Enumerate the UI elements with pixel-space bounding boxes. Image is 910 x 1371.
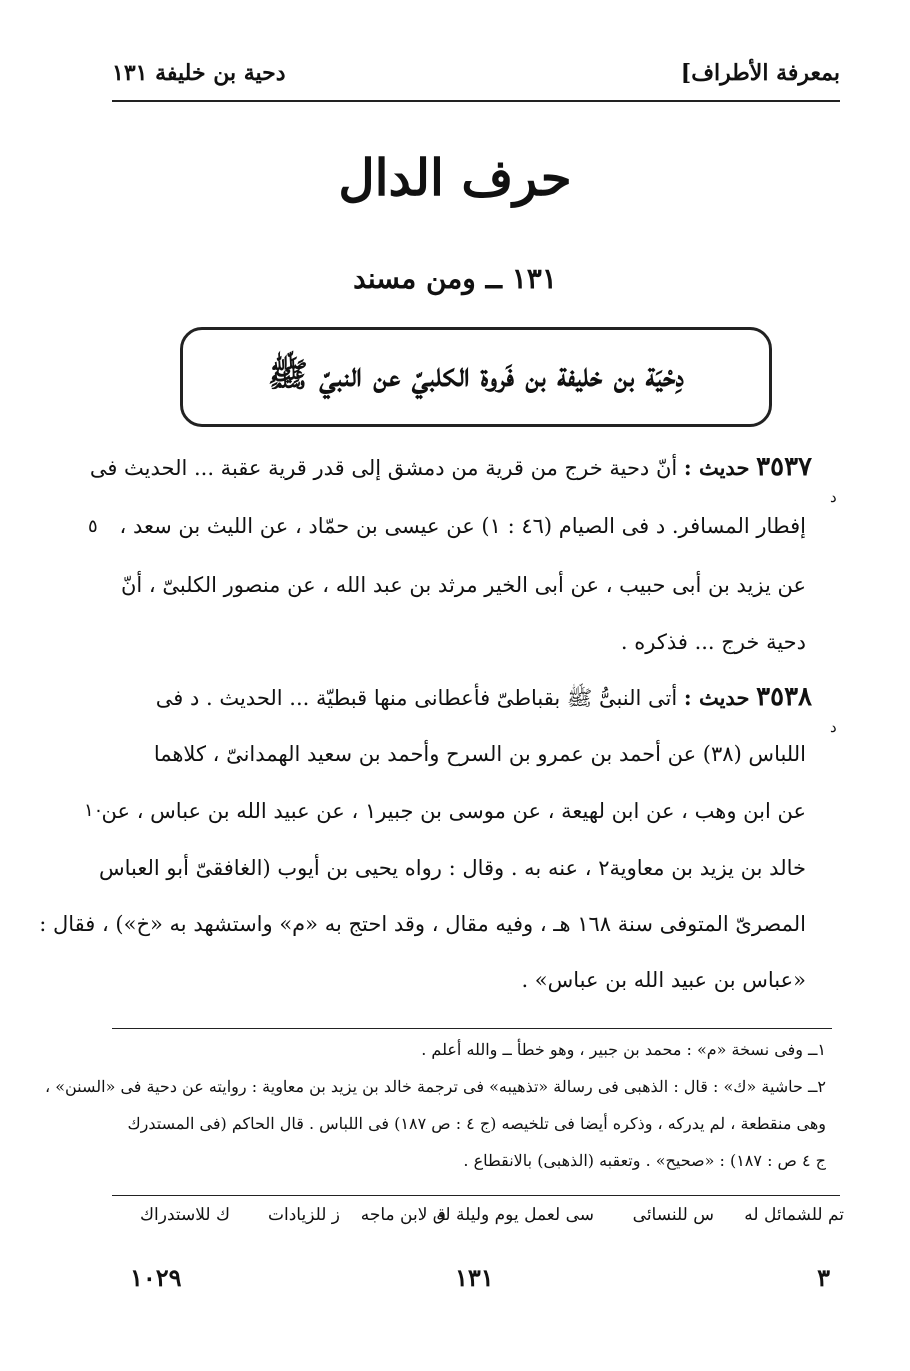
running-head-left: دحية بن خليفة ١٣١ bbox=[112, 60, 286, 86]
footnote-2-end: ج ٤ ص : ١٨٧) : «صحيح» . وتعقبه (الذهبى) بالانقطاع . bbox=[463, 1151, 826, 1170]
footer-center-number: ١٣١ bbox=[455, 1263, 494, 1292]
side-mark: د bbox=[830, 488, 837, 506]
hadith-text: أنّ دحية خرج من قرية من دمشق إلى قدر قرية عقبة ... الحديث فى bbox=[89, 456, 678, 480]
chapter-title: حرف الدال bbox=[338, 148, 572, 207]
running-head bbox=[112, 60, 840, 100]
hadith-text: أتى النبىُّ ﷺ بقباطىّ فأعطانى منها قبطيّة ... الحديث . د فى bbox=[155, 686, 678, 710]
header-rule bbox=[112, 100, 840, 102]
hadith-3538-line-6: «عباس بن عبيد الله بن عباس» . bbox=[521, 968, 806, 992]
hadith-3538-line-2: اللباس (٣٨) عن أحمد بن عمرو بن السرح وأحمد بن سعيد الهمدانىّ ، كلاهما bbox=[153, 742, 806, 766]
sigla-item: ز للزيادات bbox=[267, 1205, 340, 1225]
footer-page-number: ١٠٢٩ bbox=[130, 1263, 182, 1292]
sigla-item: س للنسائى bbox=[632, 1205, 714, 1225]
footnote-2: ٢ــ حاشية «ك» : قال : الذهبى فى رسالة «تذهيبه» فى ترجمة خالد بن يزيد بن معاوية : روايته عن دحية فى «السنن» ، bbox=[44, 1077, 826, 1096]
footnote-rule bbox=[112, 1028, 832, 1029]
hadith-3538-line-3: عن ابن وهب ، عن ابن لهيعة ، عن موسى بن جبير١ ، عن عبيد الله بن عباس ، عن bbox=[101, 799, 806, 823]
hadith-number: ٣٥٣٨ bbox=[756, 682, 812, 712]
hadith-3538-line-5: المصرىّ المتوفى سنة ١٦٨ هـ ، وفيه مقال ، وقد احتج به «م» واستشهد به «خ») ، فقال : bbox=[39, 912, 806, 936]
running-head-right: بمعرفة الأطراف] bbox=[680, 60, 840, 86]
hadith-3538-line-4: خالد بن يزيد بن معاوية٢ ، عنه به . وقال : رواه يحيى بن أيوب (الغافقىّ أبو العباس bbox=[98, 856, 806, 880]
musnad-heading: ١٣١ ــ ومن مسند bbox=[353, 262, 557, 295]
margin-number: ٥ bbox=[88, 516, 98, 537]
hadith-label: حديث : bbox=[683, 455, 750, 480]
hadith-label: حديث : bbox=[683, 685, 750, 710]
hadith-3538-line-1 bbox=[100, 682, 812, 716]
margin-number: ١٠ bbox=[84, 800, 104, 821]
sigla-item: ق لابن ماجه bbox=[360, 1205, 446, 1225]
sigla-item: سى لعمل يوم وليلة له bbox=[436, 1205, 594, 1225]
hadith-3537-line-2: إفطار المسافر. د فى الصيام (٤٦ : ١) عن عيسى بن حمّاد ، عن الليث بن سعد ، bbox=[119, 514, 806, 538]
sigla-item: تم للشمائل له bbox=[744, 1205, 844, 1225]
hadith-number: ٣٥٣٧ bbox=[756, 452, 812, 482]
side-mark: د bbox=[830, 718, 837, 736]
hadith-3537-line-3: عن يزيد بن أبى حبيب ، عن أبى الخير مرثد بن عبد الله ، عن منصور الكلبىّ ، أنّ bbox=[120, 573, 806, 597]
sigla-rule bbox=[112, 1195, 840, 1196]
sigla-legend bbox=[112, 1205, 844, 1235]
footnote-1: ١ــ وفى نسخة «م» : محمد بن جبير ، وهو خطأ ــ والله أعلم . bbox=[421, 1040, 826, 1059]
footnote-2-cont: وهى منقطعة ، لم يدركه ، وذكره أيضا فى تلخيصه (ج ٤ : ص ١٨٧) فى اللباس . قال الحاكم (فى المستدرك bbox=[127, 1114, 826, 1133]
hadith-3537-line-4: دحية خرج ... فذكره . bbox=[620, 630, 806, 654]
sigla-item: ك للاستدراك bbox=[140, 1205, 230, 1225]
footer-volume: ٣ bbox=[817, 1263, 830, 1292]
hadith-3537-line-1 bbox=[89, 452, 812, 482]
framed-title: دِحْيَة بن خليفة بن فَروة الكلبيّ عن النبيّ ﷺ bbox=[267, 355, 685, 394]
